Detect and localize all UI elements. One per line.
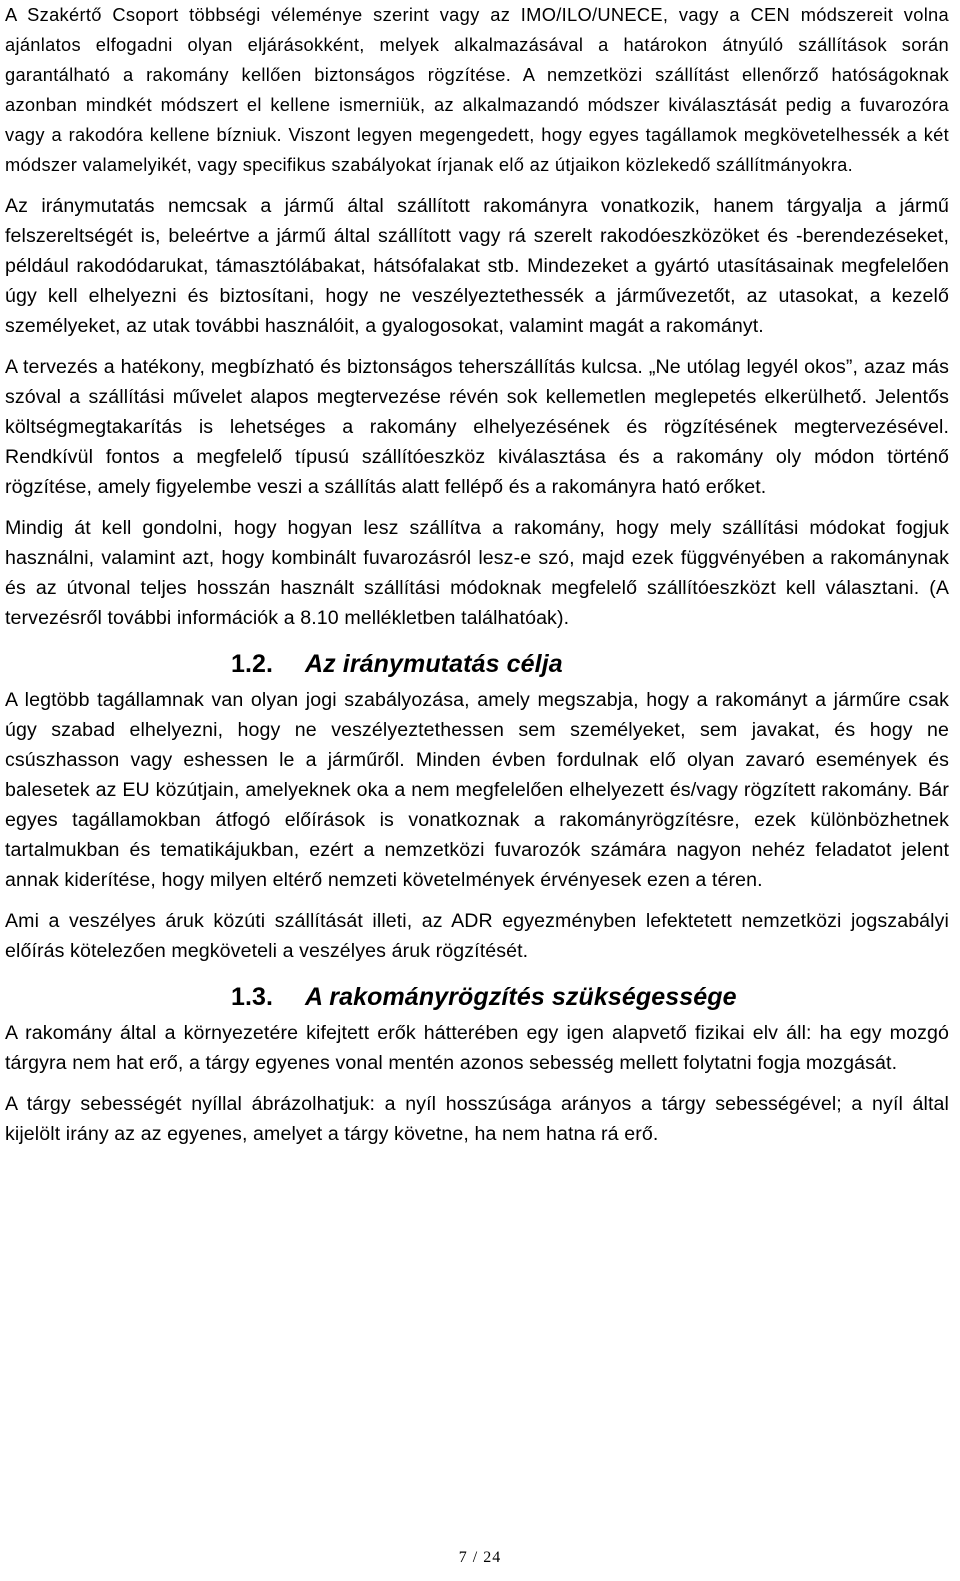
page-number: 7 / 24 (458, 1549, 502, 1566)
document-page (5, 0, 949, 1149)
section-title: Az iránymutatás célja (305, 650, 563, 678)
section-heading-1-3 (5, 978, 949, 1016)
paragraph-text: A tervezés a hatékony, megbízható és biztonságos teherszállítás kulcsa. „Ne utólag legyél okos”, azaz más szóval a szállítási művelet alapos megtervezése révén sok kellemetlen meglepetés elkerülhető. Jelentős költségmegtakarítás is lehetséges a rakomány elhelyezésének és rögzítésének megtervezésével. Rendkívül fontos a megfelelő típusú szállítóeszköz kiválasztása és a rakomány oly módon történő rögzítése, amely figyelembe veszi a szállítás alatt fellépő és a rakományra ható erőket. (5, 356, 949, 498)
paragraph-velocity-arrow (5, 1089, 949, 1149)
paragraph-text: Mindig át kell gondolni, hogy hogyan lesz szállítva a rakomány, hogy mely szállítási módokat fogjuk használni, valamint azt, hogy kombinált fuvarozásról lesz-e szó, majd ezek függvényében a rakománynak és az útvonal teljes hosszán használt szállítási módoknak megfelelő szállítóeszközt kell választani. (A tervezésről további információk a 8.10 mellékletben találhatóak). (5, 517, 949, 629)
paragraph-planning (5, 352, 949, 502)
section-number: 1.2. (231, 650, 274, 678)
paragraph-physics-principle (5, 1018, 949, 1078)
paragraph-text: A rakomány által a környezetére kifejtett erők hátterében egy igen alapvető fizikai elv áll: ha egy mozgó tárgyra nem hat erő, a tárgy egyenes vonal mentén azonos sebesség mellett folytatni fogja mozgását. (5, 1022, 949, 1074)
section-number: 1.3. (231, 983, 274, 1011)
section-heading-1-2 (5, 645, 949, 683)
paragraph-text: A legtöbb tagállamnak van olyan jogi szabályozása, amely megszabja, hogy a rakományt a járműre csak úgy szabad elhelyezni, hogy ne veszélyeztethessen sem személyeket, sem javakat, és hogy ne csúszhasson vagy eshessen le a járműről. Minden évben fordulnak elő olyan zavaró események és balesetek az EU közútjain, amelyeknek oka a nem megfelelően elhelyezett és/vagy rögzített rakomány. Bár egyes tagállamokban átfogó előírások is vonatkoznak a rakományrögzítésre, ezek különbözhetnek tartalmukban és tematikájukban, ezért a nemzetközi fuvarozók számára nagyon nehéz feladatot jelent annak kiderítése, hogy milyen eltérő nemzeti követelmények érvényesek ezen a téren. (5, 689, 949, 891)
paragraph-legal-regulation (5, 685, 949, 895)
paragraph-text: A tárgy sebességét nyíllal ábrázolhatjuk: a nyíl hosszúsága arányos a tárgy sebességével; a nyíl által kijelölt irány az az egyenes, amelyet a tárgy követne, ha nem hatna rá erő. (5, 1093, 949, 1145)
paragraph-expert-group (5, 0, 949, 180)
paragraph-text: A Szakértő Csoport többségi véleménye szerint vagy az IMO/ILO/UNECE, vagy a CEN módszereit volna ajánlatos elfogadni olyan eljárásokként, melyek alkalmazásával a határokon átnyúló szállítások során garantálható a rakomány kellően biztonságos rögzítése. A nemzetközi szállítást ellenőrző hatóságoknak azonban mindkét módszert el kellene ismerniük, az alkalmazandó módszer kiválasztását pedig a fuvarozóra vagy a rakodóra kellene bízniuk. Viszont legyen megengedett, hogy egyes tagállamok megkövetelhessék a két módszer valamelyikét, vagy specifikus szabályokat írjanak elő az útjaikon közlekedő szállítmányokra. (5, 4, 949, 175)
paragraph-text: Ami a veszélyes áruk közúti szállítását illeti, az ADR egyezményben lefektetett nemzetközi jogszabályi előírás kötelezően megköveteli a veszélyes áruk rögzítését. (5, 910, 949, 962)
paragraph-adr (5, 906, 949, 966)
paragraph-transport-modes (5, 513, 949, 633)
paragraph-text: Az iránymutatás nemcsak a jármű által szállított rakományra vonatkozik, hanem tárgyalja a jármű felszereltségét is, beleértve a jármű által szállított vagy rá szerelt rakodóeszközöket és -berendezéseket, például rakodódarukat, támasztólábakat, hátsófalakat stb. Mindezeket a gyártó utasításainak megfelelően úgy kell elhelyezni és biztosítani, hogy ne veszélyeztethessék a járművezetőt, az utasokat, a kezelő személyeket, az utak további használóit, a gyalogosokat, valamint magát a rakományt. (5, 195, 949, 337)
section-title: A rakományrögzítés szükségessége (305, 983, 737, 1011)
paragraph-guidance-scope (5, 191, 949, 341)
